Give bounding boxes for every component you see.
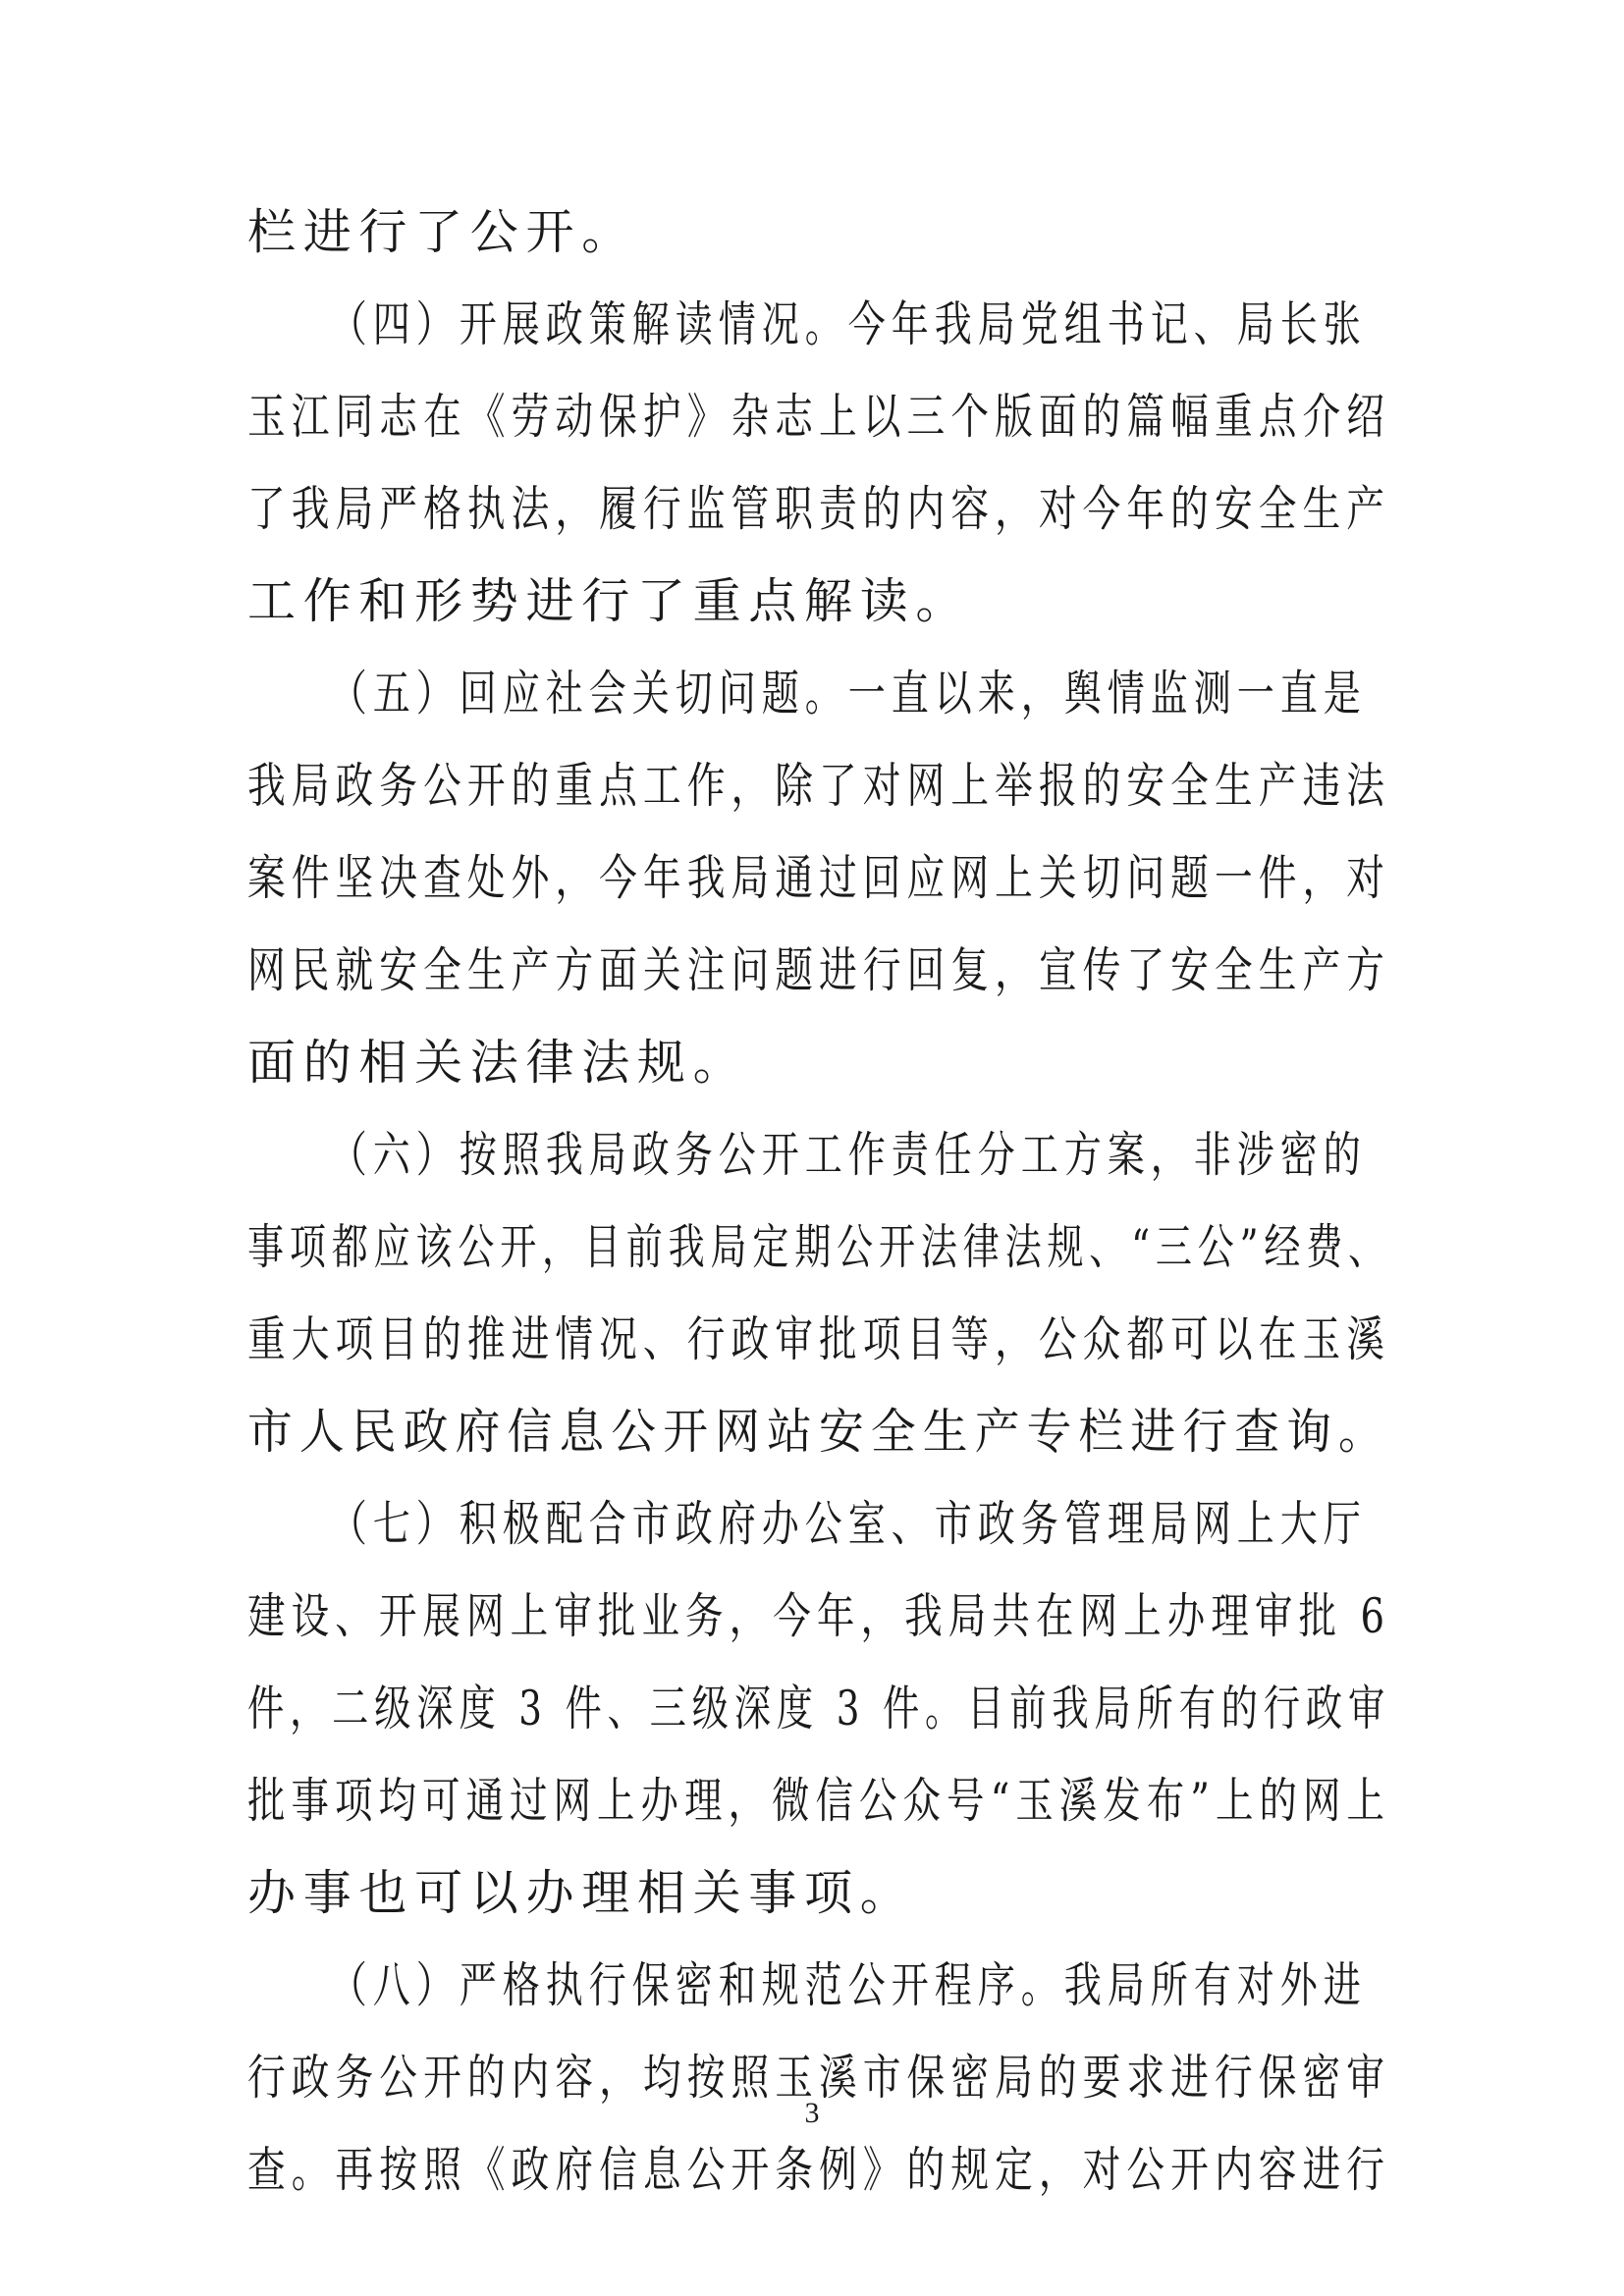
text-line: 件，二级深度 3 件、三级深度 3 件。目前我局所有的行政审 bbox=[247, 1681, 1391, 1736]
text-line: 行政务公开的内容，均按照玉溪市保密局的要求进行保密审 bbox=[247, 2050, 1391, 2106]
text-line: 了我局严格执法，履行监管职责的内容，对今年的安全生产 bbox=[247, 481, 1391, 537]
text-line: （六）按照我局政务公开工作责任分工方案，非涉密的 bbox=[329, 1127, 1367, 1183]
page-number: 3 bbox=[804, 2097, 820, 2129]
text-line: 工作和形势进行了重点解读。 bbox=[247, 573, 972, 629]
text-line: 批事项均可通过网上办理，微信公众号“玉溪发布”上的网上 bbox=[247, 1773, 1391, 1829]
text-line: 建设、开展网上审批业务，今年，我局共在网上办理审批 6 bbox=[247, 1588, 1391, 1644]
text-line: 我局政务公开的重点工作，除了对网上举报的安全生产违法 bbox=[247, 758, 1391, 814]
document-body bbox=[247, 187, 1390, 2216]
text-line: 玉江同志在《劳动保护》杂志上以三个版面的篇幅重点介绍 bbox=[247, 389, 1391, 445]
text-line: 办事也可以办理相关事项。 bbox=[247, 1865, 916, 1921]
text-line: 网民就安全生产方面关注问题进行回复，宣传了安全生产方 bbox=[247, 942, 1391, 998]
text-line: 面的相关法律法规。 bbox=[247, 1035, 749, 1091]
text-line: （八）严格执行保密和规范公开程序。我局所有对外进 bbox=[329, 1957, 1367, 2013]
text-line: 查。再按照《政府信息公开条例》的规定，对公开内容进行 bbox=[247, 2142, 1391, 2198]
text-line: （四）开展政策解读情况。今年我局党组书记、局长张 bbox=[329, 296, 1367, 352]
text-line: 栏进行了公开。 bbox=[247, 204, 637, 260]
text-line: 市人民政府信息公开网站安全生产专栏进行查询。 bbox=[247, 1404, 1390, 1460]
text-line: （七）积极配合市政府办公室、市政务管理局网上大厅 bbox=[329, 1496, 1367, 1552]
text-line: 重大项目的推进情况、行政审批项目等，公众都可以在玉溪 bbox=[247, 1311, 1391, 1367]
text-line: 案件坚决查处外，今年我局通过回应网上关切问题一件，对 bbox=[247, 850, 1391, 906]
text-line: （五）回应社会关切问题。一直以来，舆情监测一直是 bbox=[329, 666, 1367, 721]
text-line: 事项都应该公开，目前我局定期公开法律法规、“三公”经费、 bbox=[247, 1219, 1391, 1275]
